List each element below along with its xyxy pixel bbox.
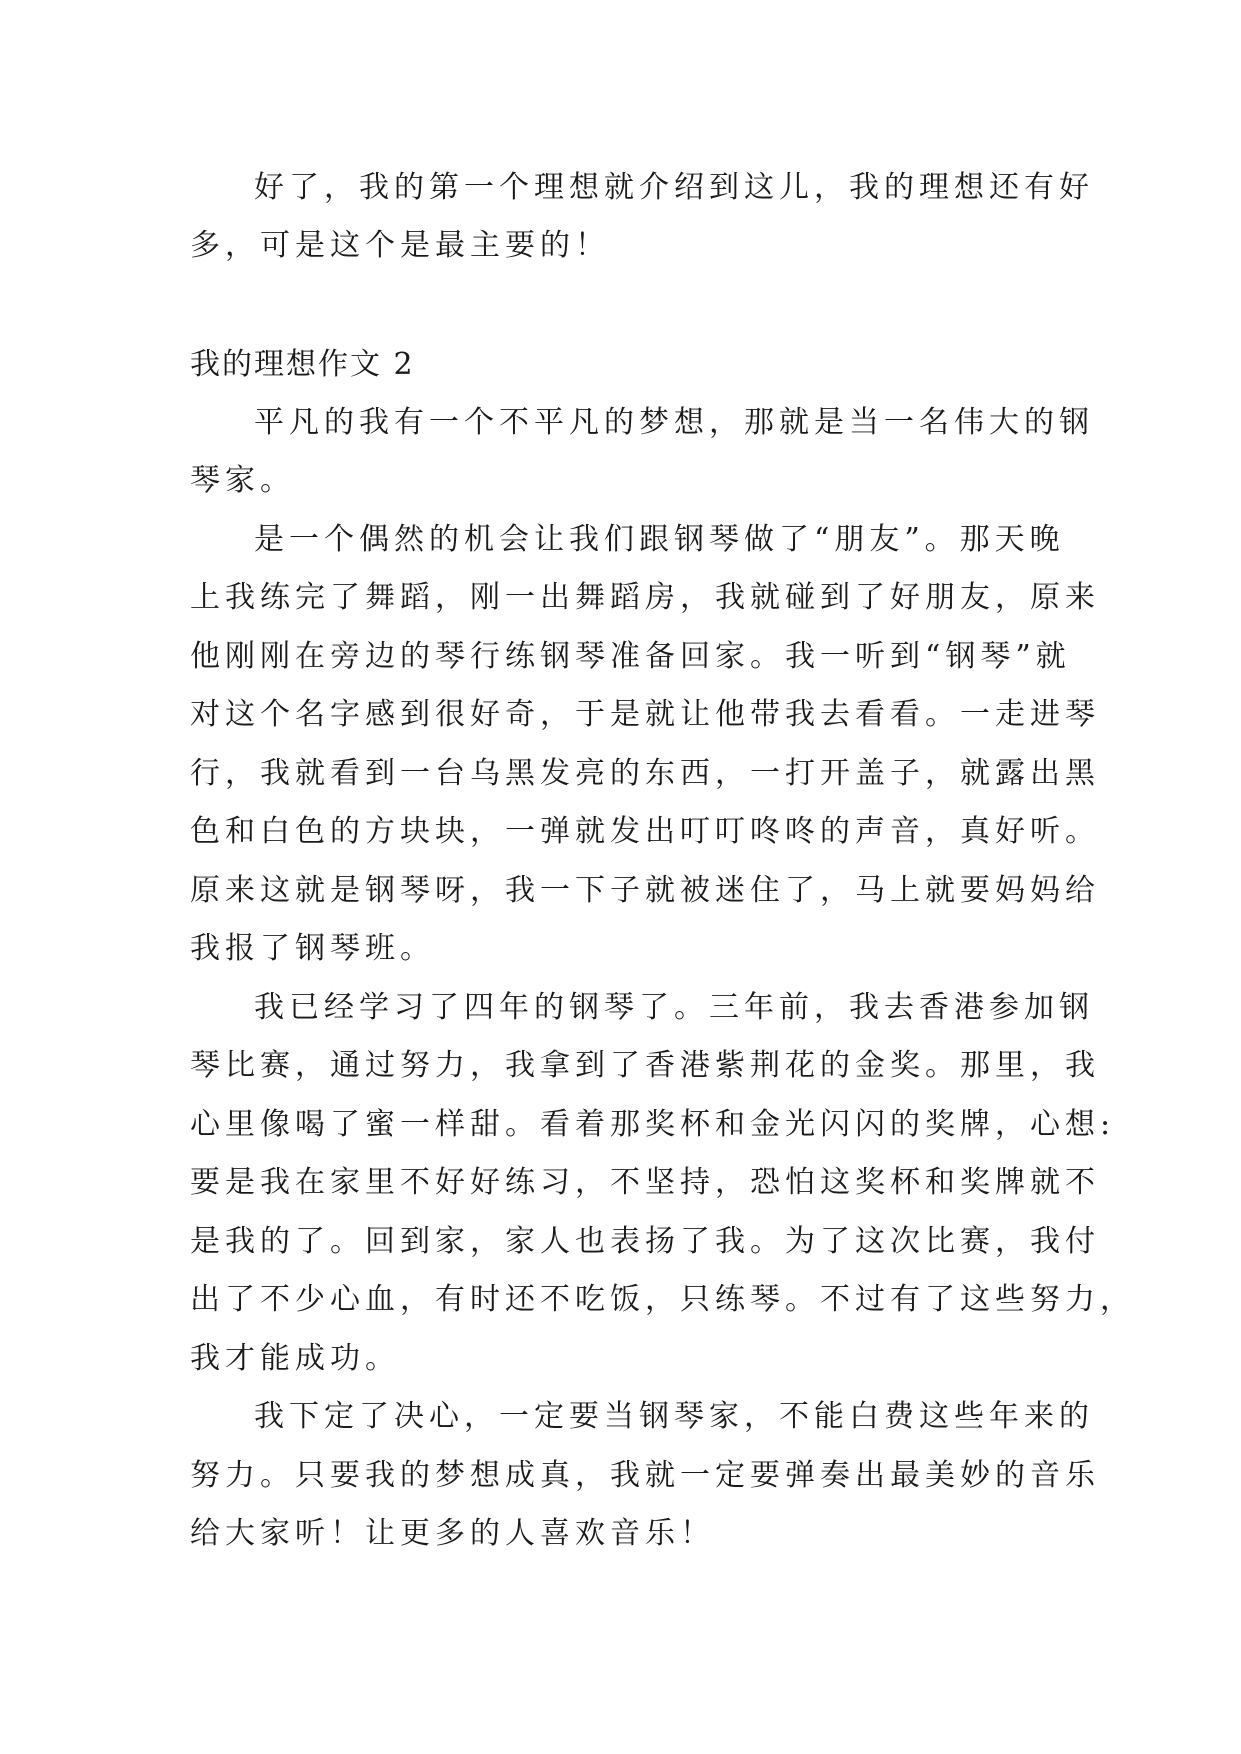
paragraph-line: 行，我就看到一台乌黑发亮的东西，一打开盖子，就露出黑 [190, 756, 1100, 791]
paragraph-line: 对这个名字感到很好奇，于是就让他带我去看看。一走进琴 [190, 697, 1100, 732]
paragraph-line: 心里像喝了蜜一样甜。看着那奖杯和金光闪闪的奖牌，心想: [190, 1107, 1116, 1142]
paragraph-line: 我下定了决心，一定要当钢琴家，不能白费这些年来的 [254, 1399, 1094, 1434]
paragraph-line: 多，可是这个是最主要的！ [190, 228, 610, 263]
paragraph-line: 好了，我的第一个理想就介绍到这儿，我的理想还有好 [254, 170, 1094, 205]
paragraph-line: 要是我在家里不好好练习，不坚持，恐怕这奖杯和奖牌就不 [190, 1165, 1100, 1200]
paragraph-line: 色和白色的方块块，一弹就发出叮叮咚咚的声音，真好听。 [190, 814, 1100, 849]
paragraph-line: 是我的了。回到家，家人也表扬了我。为了这次比赛，我付 [190, 1224, 1100, 1259]
paragraph-line: 是一个偶然的机会让我们跟钢琴做了“朋友”。那天晚 [254, 522, 1065, 557]
paragraph-line: 上我练完了舞蹈，刚一出舞蹈房，我就碰到了好朋友，原来 [190, 580, 1100, 615]
paragraph-line: 琴家。 [190, 463, 295, 498]
paragraph-line: 我已经学习了四年的钢琴了。三年前，我去香港参加钢 [254, 990, 1094, 1025]
paragraph-line: 琴比赛，通过努力，我拿到了香港紫荆花的金奖。那里，我 [190, 1048, 1100, 1083]
paragraph-line: 平凡的我有一个不平凡的梦想，那就是当一名伟大的钢 [254, 405, 1094, 440]
paragraph-line: 原来这就是钢琴呀，我一下子就被迷住了，马上就要妈妈给 [190, 873, 1100, 908]
paragraph-line: 出了不少心血，有时还不吃饭，只练琴。不过有了这些努力， [190, 1282, 1135, 1317]
paragraph-line: 给大家听！让更多的人喜欢音乐！ [190, 1516, 715, 1551]
section-heading: 我的理想作文 2 [190, 347, 415, 382]
paragraph-line: 他刚刚在旁边的琴行练钢琴准备回家。我一听到“钢琴”就 [190, 639, 1071, 674]
paragraph-line: 努力。只要我的梦想成真，我就一定要弹奏出最美妙的音乐 [190, 1458, 1100, 1493]
paragraph-line: 我报了钢琴班。 [190, 931, 435, 966]
paragraph-line: 我才能成功。 [190, 1341, 400, 1376]
